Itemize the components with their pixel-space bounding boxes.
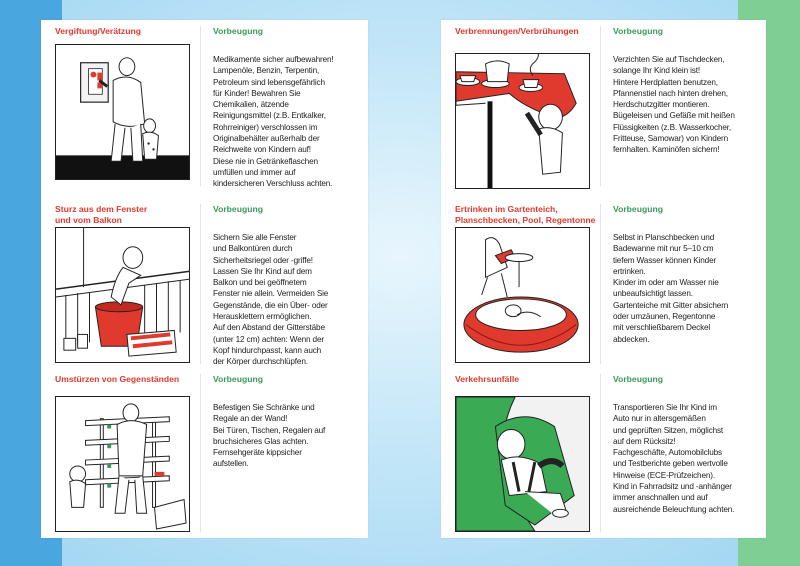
text-line: mit verschließbarem Deckel <box>613 323 711 333</box>
text-line: Reichweite von Kindern auf! <box>213 145 311 155</box>
burns-tablecloth-illustration <box>455 53 590 189</box>
text-line: Kinder im oder am Wasser nie <box>613 278 719 288</box>
prevention-text <box>613 54 763 156</box>
text-line: für Kinder! Bewahren Sie <box>213 88 301 98</box>
text-line: Herdschutzgitter montieren. <box>613 100 710 110</box>
prevention-heading: Vorbeugung <box>613 204 663 214</box>
text-line: kindersicheren Verschluss achten. <box>213 179 333 189</box>
column-divider <box>600 204 601 364</box>
text-line: Chemikalien, ätzende <box>213 100 289 110</box>
text-line: Hinweise (ECE-Prüfzeichen). <box>613 470 715 480</box>
column-divider <box>200 374 201 532</box>
text-line: unbeaufsichtigt lassen. <box>613 289 693 299</box>
text-line: Medikamente sicher aufbewahren! <box>213 55 334 64</box>
text-line: Bei Türen, Tischen, Regalen auf <box>213 425 326 435</box>
prevention-text <box>213 232 363 368</box>
text-line: Fernsehgeräte kippsicher <box>213 448 302 458</box>
hazard-heading: Verbrennungen/Verbrühungen <box>455 26 579 36</box>
text-line: abdecken. <box>613 334 650 344</box>
prevention-heading: Vorbeugung <box>213 374 263 384</box>
prevention-heading: Vorbeugung <box>213 204 263 214</box>
text-line: Auto nur in altersgemäßen <box>613 414 706 424</box>
hazard-heading-line: Sturz aus dem Fenster <box>55 204 148 214</box>
column-divider <box>600 374 601 532</box>
car-seat-illustration <box>455 396 590 532</box>
right-page <box>441 20 766 538</box>
column-divider <box>200 204 201 364</box>
hazard-heading-line: und vom Balkon <box>55 215 122 225</box>
text-line: Reinigungsmittel (z.B. Entkalker, <box>213 111 326 121</box>
shelf-tipping-illustration <box>55 396 190 532</box>
text-line: Transportieren Sie Ihr Kind im <box>613 403 717 412</box>
column-divider <box>200 26 201 186</box>
text-line: Gegenstände, die ein Über- oder <box>213 300 328 310</box>
prevention-heading: Vorbeugung <box>213 26 263 36</box>
text-line: und Testberichte geben wertvolle <box>613 459 728 469</box>
text-line: tiefem Wasser können Kinder <box>613 255 717 265</box>
text-line: Herausklettern ermöglichen. <box>213 312 312 322</box>
section-poisoning <box>41 20 368 195</box>
text-line: Sicherheitsriegel oder -griffe! <box>213 255 313 265</box>
text-line: und geprüften Sitzen, möglichst <box>613 425 724 435</box>
text-line: Kind in Fahrradsitz und -anhänger <box>613 482 732 492</box>
section-traffic <box>441 368 766 536</box>
text-line: auf dem Rücksitz! <box>613 436 676 446</box>
prevention-heading: Vorbeugung <box>613 374 663 384</box>
section-burns <box>441 20 766 195</box>
poison-cabinet-illustration <box>55 44 190 180</box>
section-falls <box>41 198 368 366</box>
text-line: Balkon und bei geöffnetem <box>213 278 307 288</box>
text-line: Lampenöle, Benzin, Terpentin, <box>213 66 320 76</box>
section-drowning <box>441 198 766 366</box>
section-tipping <box>41 368 368 536</box>
text-line: Fenster nie allein. Vermeiden Sie <box>213 289 329 299</box>
text-line: Petroleum sind lebensgefährlich <box>213 77 325 87</box>
hazard-heading <box>55 204 205 226</box>
text-line: Kopf hindurchpasst, kann auch <box>213 345 322 355</box>
text-line: Selbst in Planschbecken und <box>613 233 715 242</box>
hazard-heading: Verkehrsunfälle <box>455 374 520 384</box>
hazard-heading-line: Ertrinken im Gartenteich, <box>455 204 558 214</box>
text-line: Hintere Herdplatten benutzen, <box>613 77 718 87</box>
text-line: Badewanne mit nur 5–10 cm <box>613 244 714 254</box>
text-line: Pfannenstiel nach hinten drehen, <box>613 88 728 98</box>
hazard-heading-line: Planschbecken, Pool, Regentonne <box>455 215 596 225</box>
text-line: solange Ihr Kind klein ist! <box>613 66 700 76</box>
hazard-heading: Umstürzen von Gegenständen <box>55 374 180 384</box>
prevention-text <box>213 402 363 470</box>
text-line: umfüllen und immer auf <box>213 167 296 177</box>
column-divider <box>600 26 601 186</box>
text-line: ausreichende Beleuchtung achten. <box>613 504 735 514</box>
prevention-heading: Vorbeugung <box>613 26 663 36</box>
text-line: Rohrreiniger) verschlossen im <box>213 122 318 132</box>
text-line: Sichern Sie alle Fenster <box>213 233 297 242</box>
text-line: Diese nie in Getränkeflaschen <box>213 156 318 166</box>
prevention-text <box>613 402 763 515</box>
hazard-heading: Vergiftung/Verätzung <box>55 26 141 36</box>
balcony-fall-illustration <box>55 227 190 363</box>
prevention-text <box>613 232 763 345</box>
text-line: bruchsicheres Glas achten. <box>213 436 309 446</box>
text-line: Regale an der Wand! <box>213 414 288 424</box>
prevention-text <box>213 54 363 190</box>
text-line: ertrinken. <box>613 266 646 276</box>
text-line: immer anschnallen und auf <box>613 493 708 503</box>
text-line: (unter 12 cm) achten: Wenn der <box>213 334 324 344</box>
text-line: fernhalten. Kaminöfen sichern! <box>613 145 720 155</box>
text-line: Bügeleisen und Gefäße mit heißen <box>613 111 735 121</box>
text-line: Verzichten Sie auf Tischdecken, <box>613 55 725 64</box>
text-line: Originalbehälter außerhalb der <box>213 134 320 144</box>
text-line: Fachgeschäfte, Automobilclubs <box>613 448 722 458</box>
text-line: Befestigen Sie Schränke und <box>213 403 315 412</box>
paddling-pool-illustration <box>455 227 590 363</box>
text-line: aufstellen. <box>213 459 249 469</box>
text-line: Gartenteiche mit Gitter absichern <box>613 300 729 310</box>
text-line: Auf den Abstand der Gitterstäbe <box>213 323 325 333</box>
left-page <box>41 20 368 538</box>
text-line: Fritteuse, Samowar) von Kindern <box>613 134 729 144</box>
text-line: und Balkontüren durch <box>213 244 293 254</box>
text-line: Flüssigkeiten (z.B. Wasserkocher, <box>613 122 732 132</box>
hazard-heading <box>455 204 605 226</box>
text-line: oder umzäunen, Regentonne <box>613 312 716 322</box>
text-line: Lassen Sie Ihr Kind auf dem <box>213 266 312 276</box>
text-line: der Körper durchschlüpfen. <box>213 357 308 367</box>
